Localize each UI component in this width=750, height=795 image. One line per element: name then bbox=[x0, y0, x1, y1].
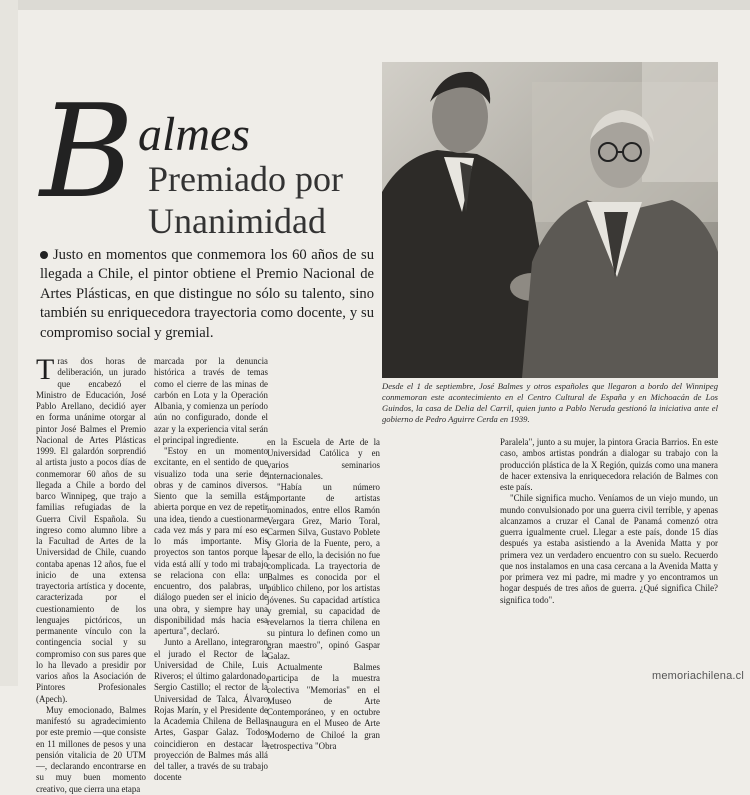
column-4 bbox=[500, 437, 718, 606]
intro-text: Justo en momentos que conmemora los 60 años de su llegada a Chile, el pintor obtiene el Premio Nacional de Artes Plásticas, en que distingue no sólo su talento, sino también su enriquecedora trayectoria como docente, y su compromiso social y gremial. bbox=[40, 247, 374, 341]
paragraph: Paralela", junto a su mujer, la pintora Gracia Barrios. En este caso, ambos artistas pondrán a dialogar su trabajo con la producción plástica de la X Región, quizás como una manera de hacer extensiva la enriquecedora relación de Balmes con este país. bbox=[500, 437, 718, 492]
bullet-icon bbox=[40, 251, 48, 259]
paragraph: Muy emocionado, Balmes manifestó su agradecimiento por este premio —que consiste en 11 millones de pesos y una pensión vitalicia de 20 UTM—, declarando encontrarse en su muy buen momento creativo, que cierra una etapa bbox=[36, 704, 146, 794]
top-strip bbox=[0, 0, 750, 10]
photo-caption: Desde el 1 de septiembre, José Balmes y otros españoles que llegaron a bordo del Winnipeg conmemoran este acontecimiento en el Centro Cultural de España y en Michoacán de Los Guindos, la casa de Delia del Carril, quien junto a Pablo Neruda gestionó la iniciativa ante el gobierno de Pedro Aguirre Cerda en 1939. bbox=[382, 381, 718, 424]
column-3 bbox=[267, 437, 380, 752]
paragraph: "Había un número importante de artistas nominados, entre ellos Ramón Vergara Grez, Mario Toral, Carmen Silva, Gustavo Poblete y Gloria de la Fuente, pero, a pesar de ello, la decisión no fue complicada. La trayectoria de Balmes es conocida por el público chileno, por los artistas jóvenes. Su capacidad artística y gremial, su capacidad de revelarnos la tierra chilena en su pintura lo definen como un gran maestro", opinó Gaspar Galaz. bbox=[267, 482, 380, 661]
column-2 bbox=[154, 356, 268, 784]
photo-illustration bbox=[382, 62, 718, 378]
paragraph: marcada por la denuncia histórica a través de temas como el cierre de las minas de carbón en Lota y la Operación Albania, y comienza un período aún no configurado, donde el azar y la experiencia vital serán el principal ingrediente. bbox=[154, 356, 268, 445]
dropcap: T bbox=[36, 353, 55, 386]
headline bbox=[40, 78, 380, 245]
headline-subtitle-1: Premiado por bbox=[148, 159, 343, 199]
paragraph: Actualmente Balmes participa de la muestra colectiva "Memorias" en el Museo de Arte Contemporáneo, y en octubre inaugura en el Museo de Arte Moderno de Chiloé la gran retrospectiva "Obra bbox=[267, 662, 380, 751]
paragraph-text: ras dos horas de deliberación, un jurado que encabezó el Ministro de Educación, José Pablo Arellano, decidió ayer en forma unánime otorgar al pintor José Balmes el Premio Nacional de Artes Plásticas 1999. El galardón sorprendió al artista justo a pocos días de conmemorar 60 años de su llegada a Chile a bordo del barco Winnipeg, que trajo a familias refugiadas de la Guerra Civil Española. Su ingreso como alumno libre a la Facultad de Artes de la Universidad de Chile, cuando contaba apenas 12 años, fue el inicio de una extensa trayectoria artística y docente, caracterizada por el cuestionamiento de los lenguajes pictóricos, un permanente vínculo con la contingencia social y su compromiso con sus pares que lo ha llevado a presidir por varios años la Asociación de Pintores Profesionales (Apech). bbox=[36, 356, 146, 704]
headline-subtitle-2: Unanimidad bbox=[148, 201, 326, 241]
photo bbox=[382, 62, 718, 378]
headline-drop-letter: B bbox=[40, 78, 135, 227]
paragraph: "Estoy en un momento excitante, en el sentido de que visualizo toda una serie de obras y de caminos diversos. Siento que la semilla está abierta porque en vez de repetir una idea, tiendo a cuestionarme cada vez más y para mí eso es lo más importante. Mis proyectos son tantos porque la vida está allí y todo mi trabajo se relaciona con ella: un encuentro, dos palabras, un diálogo pueden ser el inicio de una obra, y siempre hay una disponibilidad más hacia esa apertura", declaró. bbox=[154, 446, 268, 636]
column-1 bbox=[36, 353, 146, 795]
page-edge bbox=[0, 0, 18, 686]
paragraph: "Chile significa mucho. Veníamos de un viejo mundo, un mundo convulsionado por una guerra civil terrible, y apenas alcanzamos a cruzar el Canal de Panamá comenzó otra guerra igualmente cruel. Llegar a este país, donde 15 días después ya estaba asistiendo a la Avenida Matta y por primera vez un verdadero encuentro con su suelo. Recuerdo que nos instalamos en una casa cercana a la Avenida Matta y por primera vez mi padre, mi madre y yo encontramos un hogar después de tres años de guerra. ¿Qué significa Chile? significa todo". bbox=[500, 493, 718, 605]
paragraph: en la Escuela de Arte de la Universidad Católica y en varios seminarios internacionales. bbox=[267, 437, 380, 481]
paragraph bbox=[36, 353, 146, 705]
watermark: memoriachilena.cl bbox=[651, 670, 744, 682]
paragraph: Junto a Arellano, integraron el jurado el Rector de la Universidad de Chile, Luis Riveros; el último galardonado, Sergio Castillo; el rector de la Universidad de Talca, Álvaro Rojas Marín, y el Presidente de la Academia Chilena de Bellas Artes, Gaspar Galaz. Todos coincidieron en destacar la proyección de Balmes más allá del taller, a través de su trabajo docente bbox=[154, 637, 268, 783]
intro-deck bbox=[40, 246, 374, 343]
headline-word: almes bbox=[138, 108, 250, 161]
